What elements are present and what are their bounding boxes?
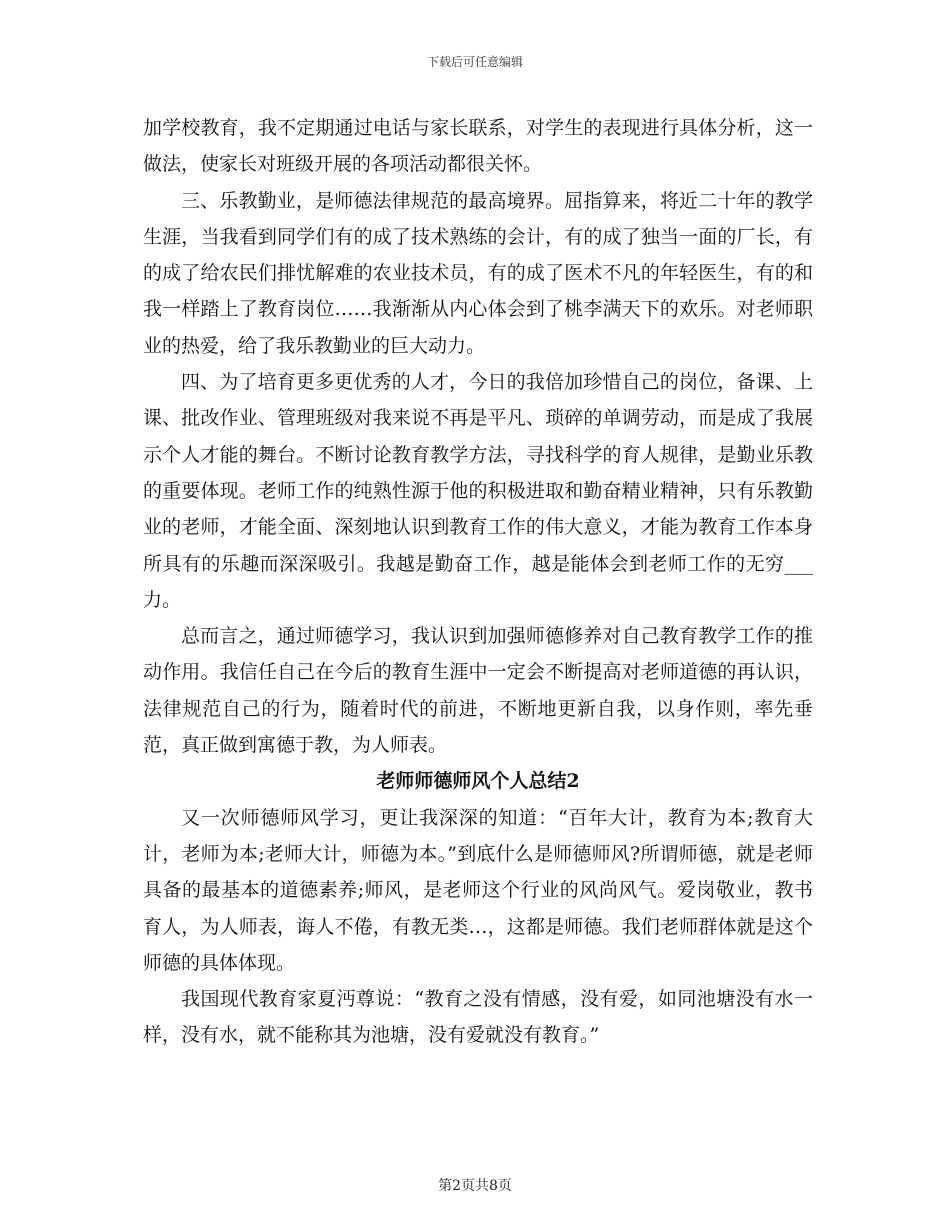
paragraph-section2-intro: 又一次师德师风学习，更让我深深的知道：“百年大计，教育为本;教育大计，老师为本;老师大计，师德为本。”到底什么是师德师风?所谓师德，就是老师具备的最基本的道德素养;师风，是老师这个行业的风尚风气。爱岗敬业，教书育人，为人师表，诲人不倦，有教无类…，这都是师德。我们老师群体就是这个师德的具体体现。 (143, 806, 813, 974)
section-title: 老师师德师风个人总结2 (376, 770, 580, 793)
paragraph-point-four: 四、为了培育更多更优秀的人才，今日的我倍加珍惜自己的岗位，备课、上课、批改作业、管理班级对我来说不再是平凡、琐碎的单调劳动，而是成了我展示个人才能的舞台。不断讨论教育教学方法，寻找科学的育人规律，是勤业乐教的重要体现。老师工作的纯熟性源于他的积极进取和勤奋精业精神，只有乐教勤业的老师，才能全面、深刻地认识到教育工作的伟大意义，才能为教育工作本身所具有的乐趣而深深吸引。我越是勤奋工作，越是能体会到老师工作的无穷___力。 (143, 371, 813, 611)
page-number: 第2页共8页 (438, 1178, 512, 1194)
paragraph-continuation: 加学校教育，我不定期通过电话与家长联系，对学生的表现进行具体分析，这一做法，使家长对班级开展的各项活动都很关怀。 (143, 117, 813, 176)
paragraph-section2-quote: 我国现代教育家夏沔尊说：“教育之没有情感，没有爱，如同池塘没有水一样，没有水，就不能称其为池塘，没有爱就没有教育。” (143, 988, 813, 1047)
page-header-note: 下载后可任意编辑 (426, 55, 523, 69)
document-body (143, 110, 813, 1054)
paragraph-conclusion: 总而言之，通过师德学习，我认识到加强师德修养对自己教育教学工作的推动作用。我信任自己在今后的教育生涯中一定会不断提高对老师道德的再认识，法律规范自己的行为，随着时代的前进，不断地更新自我，以身作则，率先垂范，真正做到寓德于教，为人师表。 (143, 625, 813, 757)
paragraph-point-three: 三、乐教勤业，是师德法律规范的最高境界。屈指算来，将近二十年的教学生涯，当我看到同学们有的成了技术熟练的会计，有的成了独当一面的厂长，有的成了给农民们排忧解难的农业技术员，有的成了医术不凡的年轻医生，有的和我一样踏上了教育岗位……我渐渐从内心体会到了桃李满天下的欢乐。对老师职业的热爱，给了我乐教勤业的巨大动力。 (143, 189, 813, 357)
